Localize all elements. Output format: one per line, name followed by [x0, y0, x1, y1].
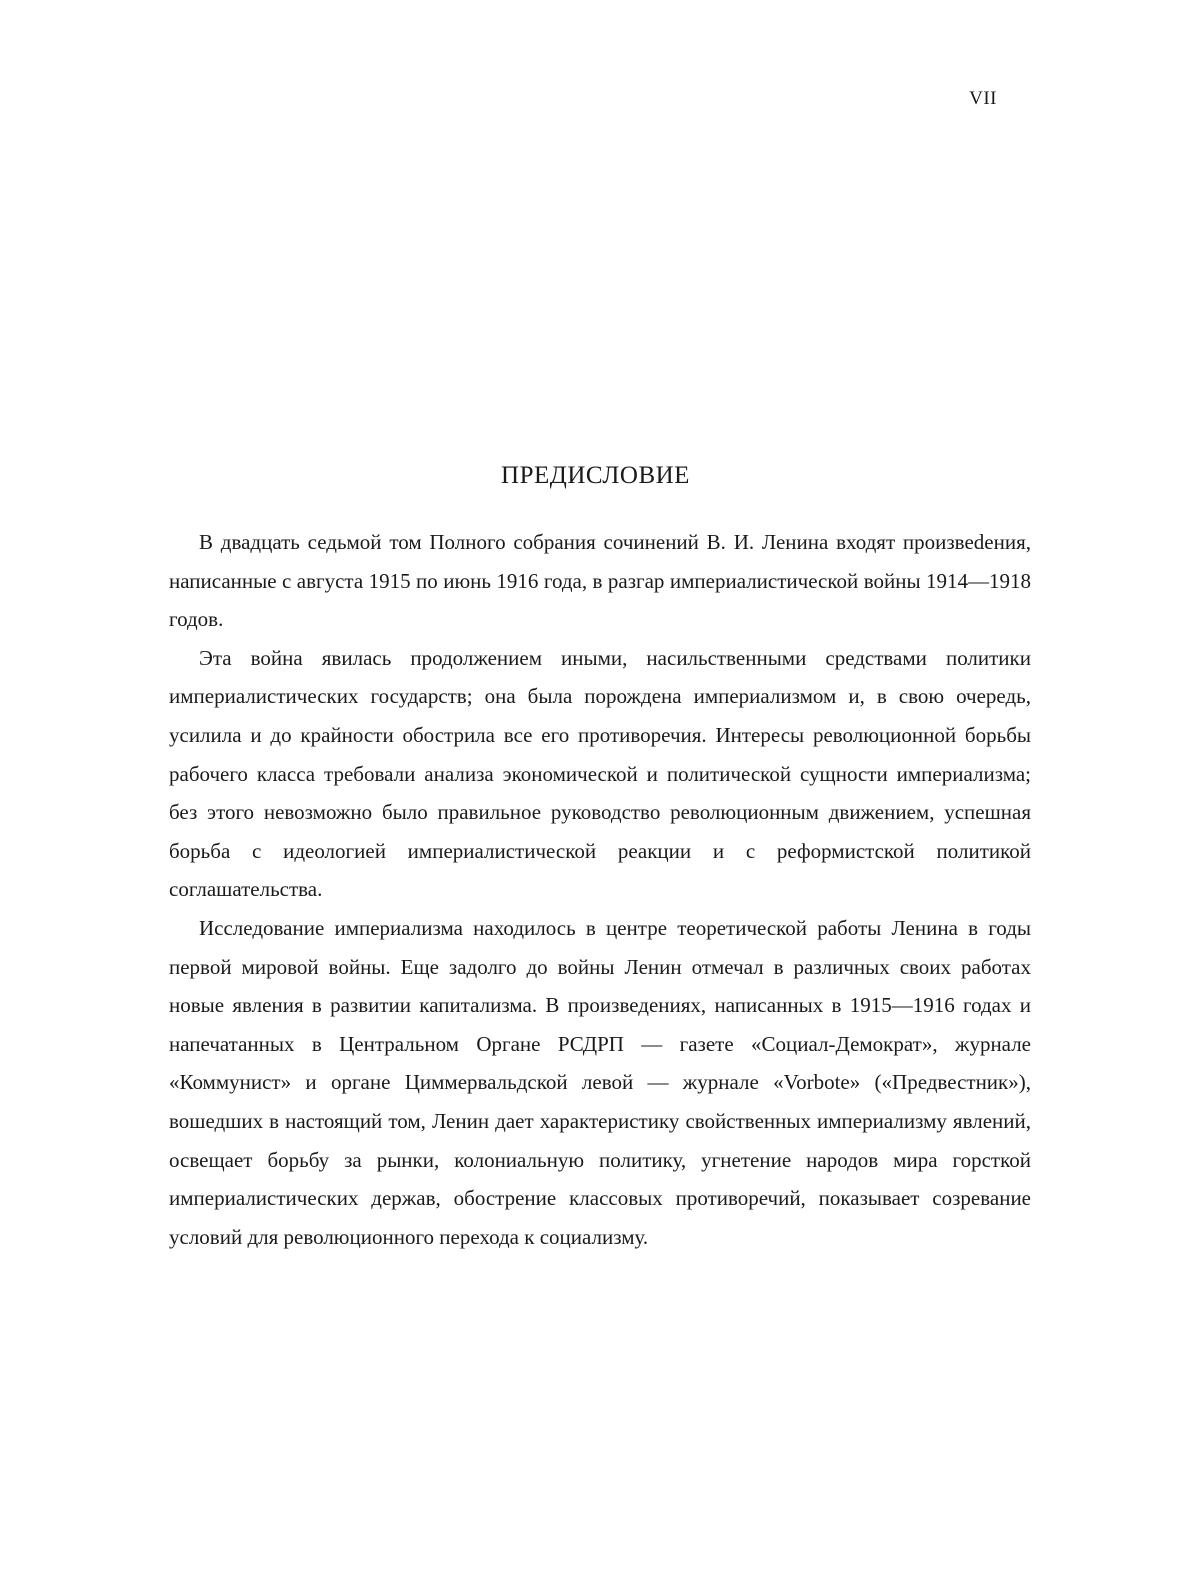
- page-number: VII: [969, 88, 997, 109]
- paragraph-2: Эта война явилась продолжением иными, насильственными средствами политики империалистических государств; она была порождена империализмом и, в свою очередь, усилила и до крайности обострила все его противоречия. Интересы революционной борьбы рабочего класса требовали анализа экономической и политической сущности империализма; без этого невозможно было правильное руководство революционным движением, успешная борьба с идеологией империалистической реакции и с реформистской политикой соглашательства.: [169, 645, 1031, 902]
- paragraph-3: Исследование империализма находилось в центре теоретической работы Ленина в годы первой мировой войны. Еще задолго до войны Ленин отмечал в различных своих работах новые явления в развитии капитализма. В произведениях, написанных в 1915—1916 годах и напечатанных в Центральном Органе РСДРП — газете «Социал-Демократ», журнале «Коммунист» и органе Циммервальдской левой — журнале «Vorbote» («Предвестник»), вошедших в настоящий том, Ленин дает характеристику свойственных империализму явлений, освещает борьбу за рынки, колониальную политику, угнетение народов мира горсткой империалистических держав, обострение классовых противоречий, показывает созревание условий для революционного перехода к социализму.: [169, 915, 1031, 1249]
- paragraph-1: В двадцать седьмой том Полного собрания сочинений В. И. Ленина входят произвеdения, написанные с августа 1915 по июнь 1916 года, в разгар империалистической войны 1914—1918 годов.: [169, 530, 1031, 632]
- body-text: [169, 523, 1031, 1256]
- section-heading: ПРЕДИСЛОВИЕ: [501, 462, 690, 489]
